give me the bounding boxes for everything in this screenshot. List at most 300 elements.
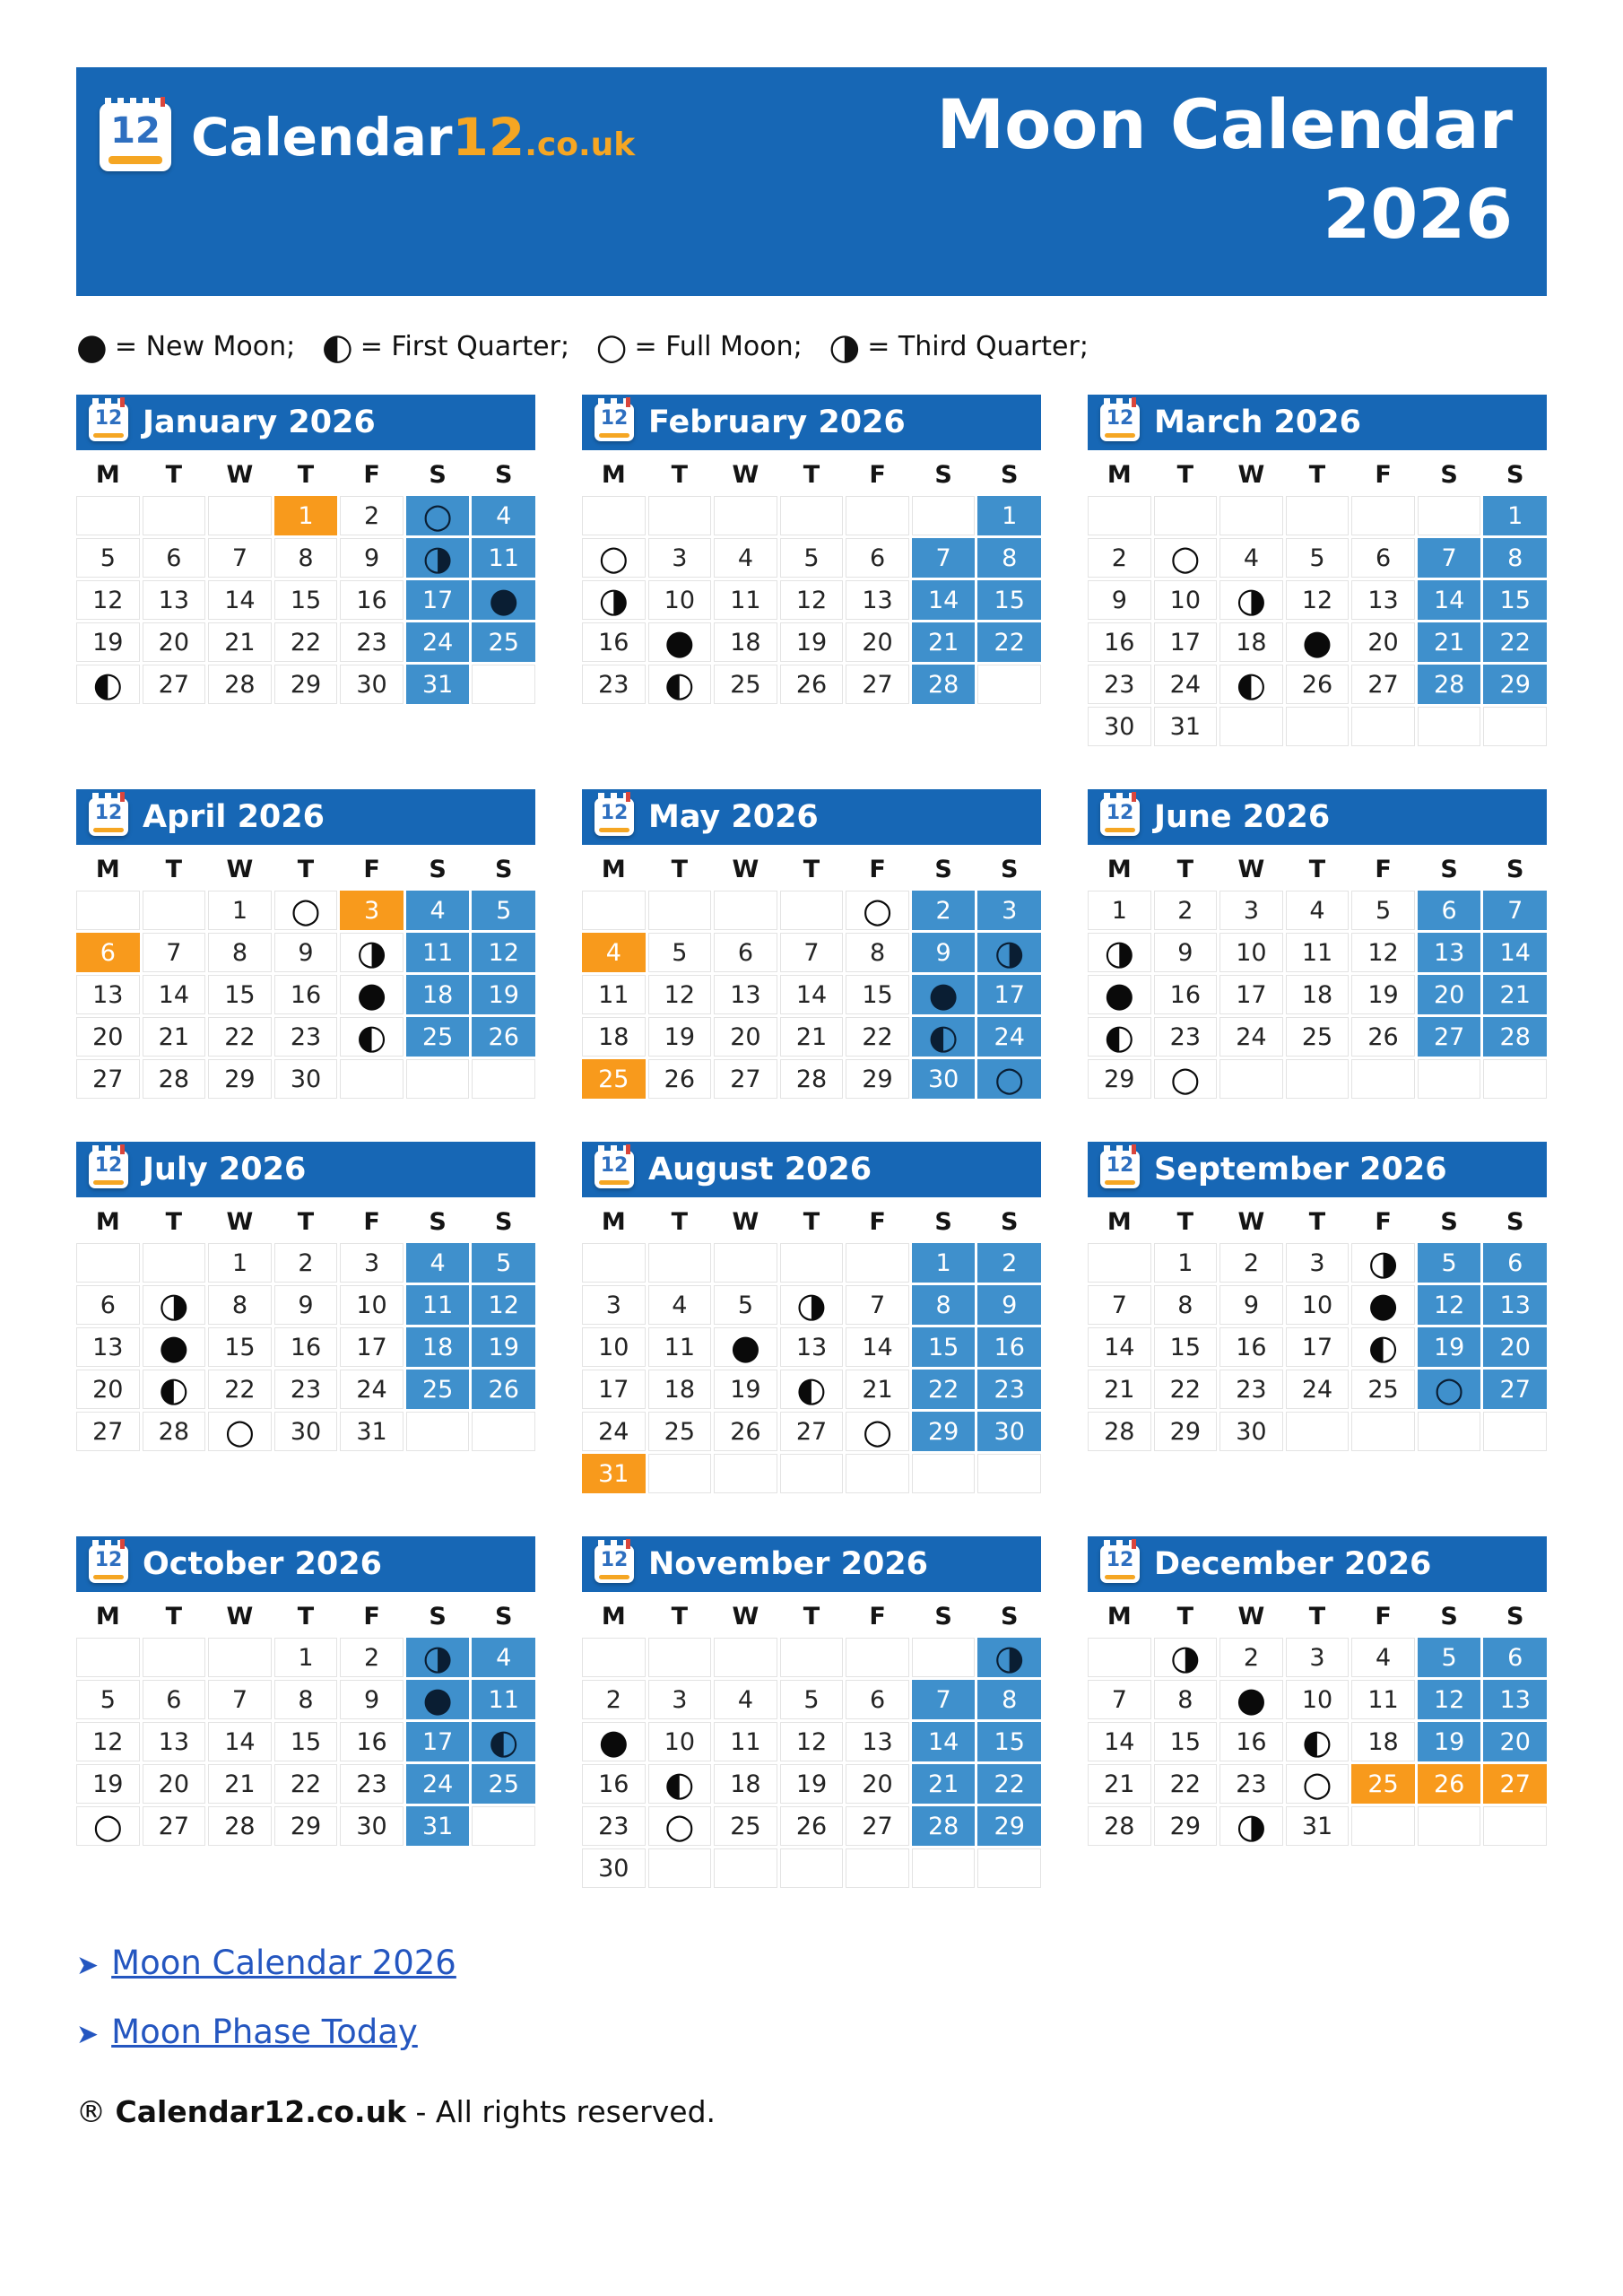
third-moon-cell (1088, 933, 1151, 972)
month-card (582, 395, 1041, 704)
day-cell: 22 (208, 1370, 272, 1409)
link-moon-calendar-2026[interactable]: Moon Calendar 2026 (111, 1944, 456, 1982)
day-cell: 26 (1418, 1764, 1481, 1804)
empty-cell (780, 1638, 844, 1677)
empty-cell (912, 1638, 976, 1677)
day-cell: 7 (846, 1285, 909, 1325)
day-cell: 25 (1351, 1370, 1415, 1409)
day-cell: 9 (912, 933, 976, 972)
day-cell: 13 (714, 975, 777, 1014)
new-moon-icon: ● (928, 975, 959, 1014)
week-row (76, 1059, 535, 1099)
day-cell: 9 (340, 1680, 404, 1719)
link-moon-phase-today[interactable]: Moon Phase Today (111, 2013, 418, 2051)
first-moon-cell (912, 1017, 976, 1057)
week-row (76, 975, 535, 1014)
empty-cell (1351, 707, 1415, 746)
day-cell: 2 (340, 1638, 404, 1677)
footer-brand: Calendar12.co.uk (115, 2094, 407, 2129)
dow-row (76, 461, 535, 489)
weeks-grid (1088, 891, 1547, 1099)
day-cell: 17 (406, 1722, 470, 1761)
month-title: November 2026 (648, 1546, 929, 1582)
first-moon-icon: ◐ (159, 1370, 189, 1409)
day-cell: 31 (406, 1806, 470, 1846)
third-moon-cell (143, 1285, 206, 1325)
calendar-icon-bar (108, 156, 163, 164)
empty-cell (977, 1848, 1041, 1888)
day-cell: 16 (340, 1722, 404, 1761)
day-cell: 5 (76, 538, 140, 578)
day-cell: 27 (76, 1059, 140, 1099)
day-cell: 14 (1088, 1327, 1151, 1367)
empty-cell (1286, 1059, 1350, 1099)
dow-row (582, 1603, 1041, 1631)
month-card (582, 789, 1041, 1099)
week-row (76, 1412, 535, 1451)
empty-cell (1219, 707, 1283, 746)
day-cell: 8 (912, 1285, 976, 1325)
calendar-month-icon: 12 (1100, 798, 1140, 836)
empty-cell (1483, 1412, 1547, 1451)
day-cell: 6 (846, 1680, 909, 1719)
dow-label: S (494, 1208, 513, 1236)
dow-label: T (297, 461, 315, 489)
day-cell: 22 (977, 622, 1041, 662)
new-moon-cell (582, 1722, 646, 1761)
dow-label: S (1000, 1208, 1019, 1236)
dow-label: W (1237, 1603, 1265, 1631)
calendar-month-icon: 12 (595, 404, 634, 441)
day-cell: 17 (1219, 975, 1283, 1014)
day-cell: 28 (1418, 665, 1481, 704)
day-cell: 8 (208, 1285, 272, 1325)
day-cell: 2 (1088, 538, 1151, 578)
empty-cell (912, 496, 976, 535)
day-cell: 23 (1154, 1017, 1218, 1057)
new-moon-cell (648, 622, 712, 662)
day-cell: 30 (340, 1806, 404, 1846)
day-cell: 5 (648, 933, 712, 972)
empty-cell (143, 1638, 206, 1677)
empty-cell (846, 1638, 909, 1677)
third-moon-icon: ◑ (356, 933, 387, 972)
empty-cell (406, 1412, 470, 1451)
month-title: May 2026 (648, 799, 819, 835)
week-row (76, 1243, 535, 1283)
day-cell: 6 (76, 1285, 140, 1325)
empty-cell (1418, 1412, 1481, 1451)
empty-cell (1418, 1059, 1481, 1099)
first-moon-cell (780, 1370, 844, 1409)
day-cell: 12 (472, 1285, 535, 1325)
week-row (582, 496, 1041, 535)
month-card (1088, 789, 1547, 1099)
month-title: April 2026 (143, 799, 325, 835)
full-moon-label: = Full Moon; (634, 331, 803, 362)
week-row (1088, 622, 1547, 662)
day-cell: 29 (1154, 1412, 1218, 1451)
day-cell: 21 (143, 1017, 206, 1057)
dow-label: M (1107, 856, 1132, 883)
day-cell: 27 (143, 665, 206, 704)
day-cell: 27 (76, 1412, 140, 1451)
month-header (582, 1142, 1041, 1197)
week-row (582, 1412, 1041, 1451)
day-cell: 28 (912, 1806, 976, 1846)
page-title-line2: 2026 (1323, 174, 1513, 255)
third-moon-cell (340, 933, 404, 972)
weeks-grid (1088, 1638, 1547, 1846)
day-cell: 27 (780, 1412, 844, 1451)
calendar-month-icon: 12 (595, 798, 634, 836)
week-row (76, 1722, 535, 1761)
week-row (76, 933, 535, 972)
new-moon-icon: ● (1302, 622, 1332, 662)
first-moon-cell (1088, 1017, 1151, 1057)
dow-label: W (732, 1603, 759, 1631)
calendar-month-icon: 12 (595, 1545, 634, 1583)
dow-label: W (1237, 461, 1265, 489)
third-moon-icon: ◑ (422, 1638, 453, 1677)
day-cell: 8 (1483, 538, 1547, 578)
week-row (76, 1285, 535, 1325)
new-moon-cell (406, 1680, 470, 1719)
dow-label: M (601, 856, 626, 883)
dow-row (582, 461, 1041, 489)
day-cell: 3 (582, 1285, 646, 1325)
day-cell: 23 (1088, 665, 1151, 704)
week-row (1088, 1722, 1547, 1761)
dow-label: W (226, 856, 254, 883)
dow-label: M (95, 1208, 120, 1236)
day-cell: 10 (340, 1285, 404, 1325)
week-row (582, 1059, 1041, 1099)
day-cell: 7 (208, 1680, 272, 1719)
day-cell: 29 (208, 1059, 272, 1099)
day-cell: 9 (1154, 933, 1218, 972)
day-cell: 28 (143, 1412, 206, 1451)
new-moon-icon: ● (730, 1327, 760, 1367)
day-cell: 4 (472, 1638, 535, 1677)
empty-cell (1154, 496, 1218, 535)
day-cell: 16 (582, 1764, 646, 1804)
day-cell: 18 (1351, 1722, 1415, 1761)
logo-brand: Calendar (191, 107, 453, 168)
day-cell: 7 (912, 1680, 976, 1719)
dow-label: S (1506, 856, 1524, 883)
empty-cell (780, 1454, 844, 1493)
new-moon-icon: ● (76, 326, 108, 368)
day-cell: 21 (912, 622, 976, 662)
day-cell: 7 (208, 538, 272, 578)
day-cell: 2 (1154, 891, 1218, 930)
empty-cell (1351, 1412, 1415, 1451)
full-moon-cell (1154, 1059, 1218, 1099)
day-cell: 7 (1418, 538, 1481, 578)
day-cell: 28 (208, 665, 272, 704)
day-cell: 11 (1286, 933, 1350, 972)
day-cell: 22 (1483, 622, 1547, 662)
month-card (76, 1142, 535, 1451)
full-moon-icon: ○ (1434, 1370, 1464, 1409)
empty-cell (846, 1454, 909, 1493)
day-cell: 25 (714, 665, 777, 704)
week-row (76, 580, 535, 620)
third-moon-icon: ◑ (159, 1285, 189, 1325)
month-title: March 2026 (1154, 404, 1361, 440)
full-moon-cell (1418, 1370, 1481, 1409)
day-cell: 12 (76, 1722, 140, 1761)
day-cell: 3 (977, 891, 1041, 930)
dow-label: T (1176, 856, 1194, 883)
day-cell: 18 (406, 1327, 470, 1367)
day-cell: 29 (1483, 665, 1547, 704)
first-moon-cell (648, 1764, 712, 1804)
weeks-grid (76, 1243, 535, 1451)
day-cell: 16 (274, 975, 338, 1014)
dow-label: T (1308, 856, 1326, 883)
day-cell: 26 (1351, 1017, 1415, 1057)
day-cell: 28 (1088, 1412, 1151, 1451)
week-row (1088, 1327, 1547, 1367)
week-row (582, 1806, 1041, 1846)
day-cell: 14 (912, 1722, 976, 1761)
day-cell: 8 (274, 538, 338, 578)
day-cell: 6 (143, 538, 206, 578)
dow-label: W (1237, 856, 1265, 883)
empty-cell (1418, 707, 1481, 746)
day-cell: 7 (912, 538, 976, 578)
month-card (582, 1536, 1041, 1888)
day-cell: 27 (846, 665, 909, 704)
weeks-grid (582, 1243, 1041, 1493)
day-cell: 14 (1088, 1722, 1151, 1761)
day-cell: 9 (274, 933, 338, 972)
week-row (76, 538, 535, 578)
day-cell: 15 (977, 1722, 1041, 1761)
day-cell: 5 (714, 1285, 777, 1325)
footer-links (76, 1944, 1547, 2051)
week-row (582, 1454, 1041, 1493)
dow-label: S (494, 856, 513, 883)
day-cell: 24 (1154, 665, 1218, 704)
day-cell: 11 (1351, 1680, 1415, 1719)
day-cell: 15 (977, 580, 1041, 620)
week-row (1088, 1412, 1547, 1451)
dow-label: W (226, 1603, 254, 1631)
week-row (1088, 1638, 1547, 1677)
week-row (76, 1370, 535, 1409)
dow-row (1088, 1208, 1547, 1236)
empty-cell (780, 1848, 844, 1888)
third-moon-icon: ◑ (422, 538, 453, 578)
month-header (1088, 789, 1547, 845)
dow-label: F (1375, 1603, 1392, 1631)
dow-label: T (803, 1208, 820, 1236)
day-cell: 13 (1418, 933, 1481, 972)
first-quarter-icon: ◐ (321, 326, 353, 368)
first-moon-cell (143, 1370, 206, 1409)
first-moon-icon: ◐ (664, 665, 695, 704)
dow-label: T (297, 856, 315, 883)
first-moon-icon: ◐ (92, 665, 123, 704)
day-cell: 20 (76, 1370, 140, 1409)
empty-cell (472, 665, 535, 704)
month-header (76, 789, 535, 845)
day-cell: 3 (648, 1680, 712, 1719)
dow-label: F (1375, 1208, 1392, 1236)
day-cell: 12 (472, 933, 535, 972)
new-moon-cell (1088, 975, 1151, 1014)
day-cell: 19 (1351, 975, 1415, 1014)
week-row (582, 975, 1041, 1014)
dow-label: M (95, 1603, 120, 1631)
week-row (582, 1017, 1041, 1057)
day-cell: 28 (1088, 1806, 1151, 1846)
day-cell: 1 (1154, 1243, 1218, 1283)
dow-label: F (869, 856, 886, 883)
day-cell: 1 (1483, 496, 1547, 535)
day-cell: 20 (1483, 1327, 1547, 1367)
third-moon-cell (780, 1285, 844, 1325)
dow-label: T (1308, 1603, 1326, 1631)
empty-cell (846, 1243, 909, 1283)
calendar-month-icon: 12 (89, 404, 128, 441)
day-cell: 30 (912, 1059, 976, 1099)
day-cell: 25 (1286, 1017, 1350, 1057)
dow-label: F (363, 856, 380, 883)
third-moon-icon: ◑ (796, 1285, 827, 1325)
day-cell: 20 (1351, 622, 1415, 662)
day-cell: 7 (1088, 1285, 1151, 1325)
page-title (936, 80, 1513, 260)
day-cell: 15 (208, 1327, 272, 1367)
day-cell: 18 (648, 1370, 712, 1409)
day-cell: 31 (340, 1412, 404, 1451)
first-moon-cell (76, 665, 140, 704)
moon-legend (76, 326, 1547, 368)
new-moon-cell (340, 975, 404, 1014)
day-cell: 22 (1154, 1370, 1218, 1409)
day-cell: 13 (846, 1722, 909, 1761)
day-cell: 24 (340, 1370, 404, 1409)
day-cell: 20 (714, 1017, 777, 1057)
week-row (76, 891, 535, 930)
dow-label: S (1506, 1603, 1524, 1631)
page-title-line1: Moon Calendar (936, 84, 1513, 164)
week-row (582, 891, 1041, 930)
day-cell: 2 (977, 1243, 1041, 1283)
day-cell: 13 (143, 1722, 206, 1761)
day-cell: 16 (340, 580, 404, 620)
week-row (582, 1848, 1041, 1888)
empty-cell (648, 1454, 712, 1493)
full-moon-icon: ○ (595, 326, 628, 368)
dow-label: S (429, 856, 447, 883)
week-row (582, 622, 1041, 662)
day-cell: 19 (472, 1327, 535, 1367)
dow-row (582, 856, 1041, 883)
day-cell: 5 (472, 1243, 535, 1283)
full-moon-icon: ○ (664, 1806, 695, 1846)
footer-rest: - All rights reserved. (415, 2094, 716, 2129)
dow-label: T (671, 1208, 689, 1236)
week-row (76, 1806, 535, 1846)
dow-label: M (1107, 1603, 1132, 1631)
dow-row (76, 1208, 535, 1236)
day-cell: 31 (1154, 707, 1218, 746)
day-cell: 6 (1483, 1638, 1547, 1677)
day-cell: 10 (648, 580, 712, 620)
day-cell: 17 (1286, 1327, 1350, 1367)
dow-label: S (1506, 1208, 1524, 1236)
dow-label: T (671, 461, 689, 489)
dow-label: F (869, 1603, 886, 1631)
first-moon-icon: ◐ (1236, 665, 1266, 704)
day-cell: 3 (1286, 1638, 1350, 1677)
day-cell: 6 (76, 933, 140, 972)
day-cell: 4 (1219, 538, 1283, 578)
empty-cell (1483, 707, 1547, 746)
day-cell: 17 (977, 975, 1041, 1014)
day-cell: 23 (582, 1806, 646, 1846)
day-cell: 20 (1418, 975, 1481, 1014)
empty-cell (780, 891, 844, 930)
dow-label: S (934, 1208, 952, 1236)
new-moon-cell (1351, 1285, 1415, 1325)
day-cell: 26 (472, 1017, 535, 1057)
link-row (76, 2013, 1547, 2051)
site-logo[interactable] (100, 103, 635, 171)
day-cell: 25 (714, 1806, 777, 1846)
full-moon-cell (274, 891, 338, 930)
day-cell: 2 (912, 891, 976, 930)
day-cell: 12 (1286, 580, 1350, 620)
day-cell: 28 (143, 1059, 206, 1099)
empty-cell (1418, 496, 1481, 535)
full-moon-icon: ○ (291, 891, 321, 930)
month-title: January 2026 (143, 404, 376, 440)
day-cell: 13 (780, 1327, 844, 1367)
third-moon-icon: ◑ (994, 933, 1025, 972)
day-cell: 1 (274, 1638, 338, 1677)
day-cell: 23 (274, 1370, 338, 1409)
day-cell: 16 (977, 1327, 1041, 1367)
week-row (582, 1722, 1041, 1761)
dow-label: S (1000, 461, 1019, 489)
day-cell: 23 (977, 1370, 1041, 1409)
day-cell: 15 (1154, 1722, 1218, 1761)
day-cell: 26 (714, 1412, 777, 1451)
third-moon-icon: ◑ (1104, 933, 1134, 972)
calendar-logo-icon (100, 103, 171, 171)
day-cell: 21 (1483, 975, 1547, 1014)
day-cell: 14 (143, 975, 206, 1014)
day-cell: 12 (76, 580, 140, 620)
day-cell: 23 (340, 1764, 404, 1804)
day-cell: 22 (1154, 1764, 1218, 1804)
day-cell: 19 (1418, 1722, 1481, 1761)
day-cell: 24 (406, 622, 470, 662)
day-cell: 21 (208, 1764, 272, 1804)
day-cell: 16 (1088, 622, 1151, 662)
week-row (1088, 1059, 1547, 1099)
day-cell: 8 (1154, 1680, 1218, 1719)
day-cell: 15 (1483, 580, 1547, 620)
empty-cell (648, 891, 712, 930)
day-cell: 1 (977, 496, 1041, 535)
